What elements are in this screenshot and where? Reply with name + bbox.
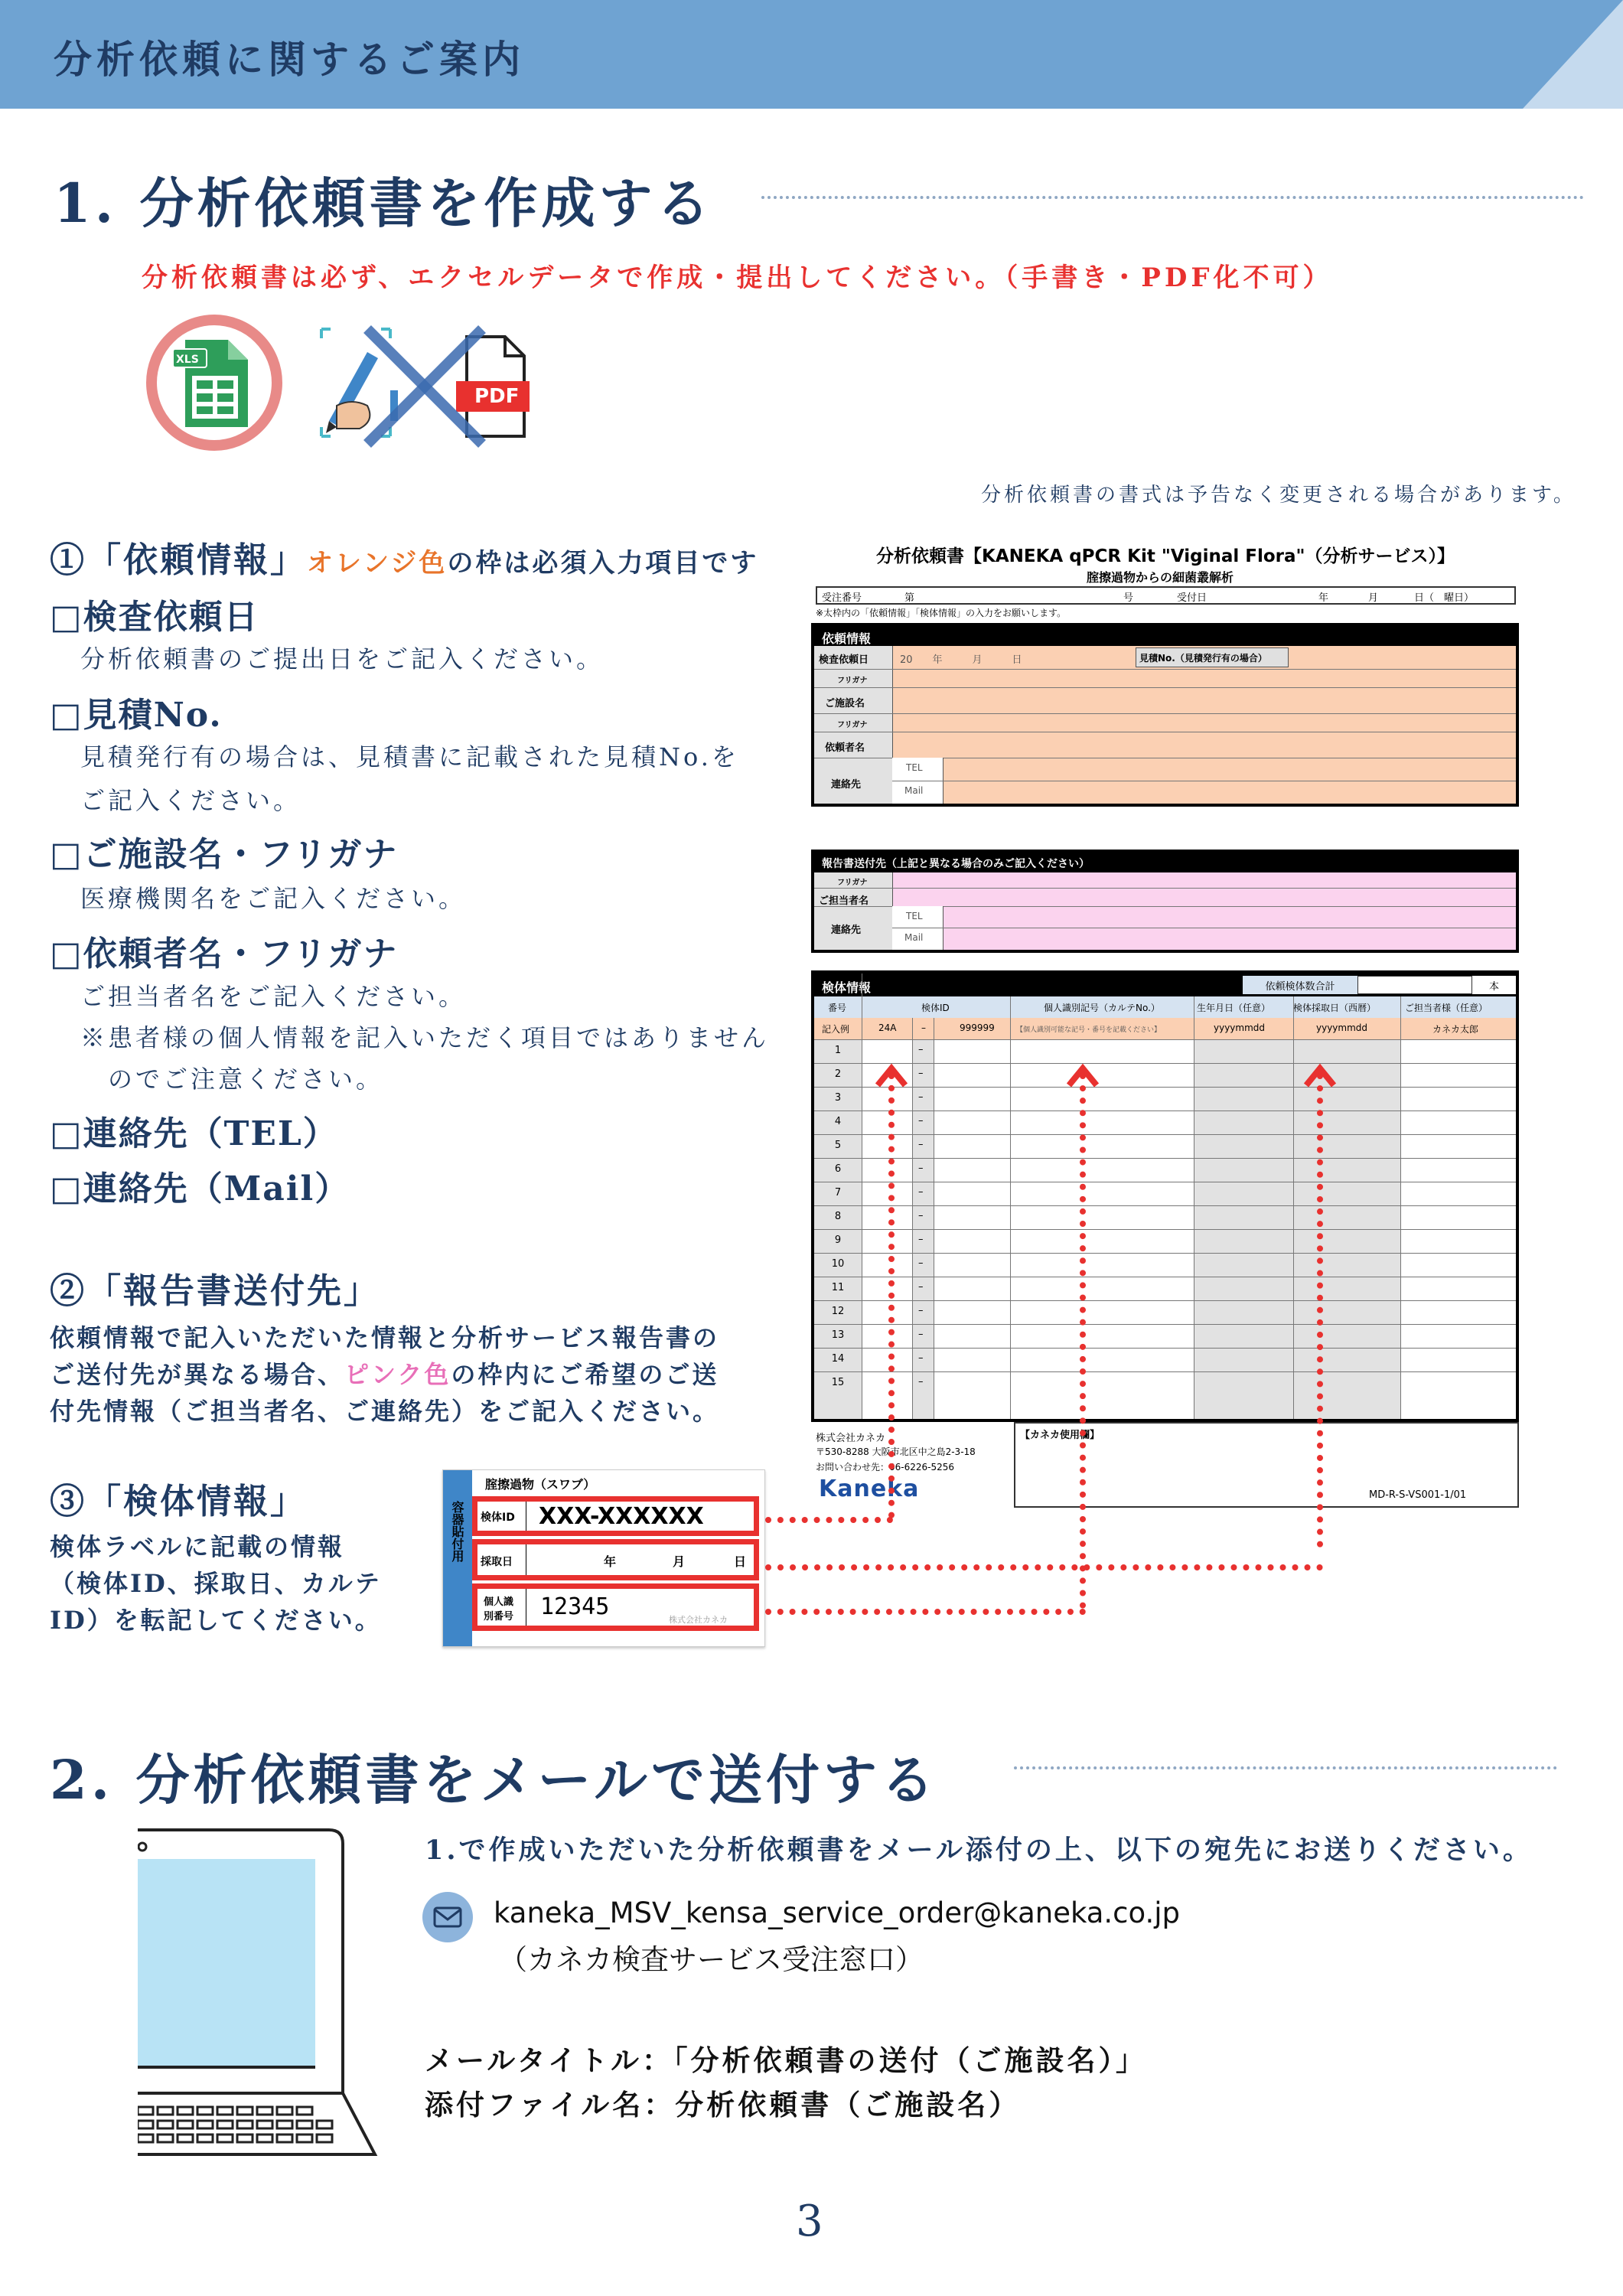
form-row-number: 10 bbox=[831, 1258, 845, 1270]
form-furigana-2: フリガナ bbox=[837, 721, 868, 729]
form-row-dash: – bbox=[918, 1281, 924, 1293]
form-row-number: 5 bbox=[834, 1140, 842, 1151]
label-side-text: 容器貼付用 bbox=[450, 1501, 464, 1562]
form-request-header: 依頼情報 bbox=[814, 626, 1516, 646]
xls-icon bbox=[145, 314, 283, 452]
form-specimen-row bbox=[814, 1134, 1516, 1135]
section2-title: 2. 分析依頼書をメールで送付する bbox=[50, 1748, 939, 1812]
mail-icon bbox=[422, 1892, 473, 1942]
item-request-date-desc: 分析依頼書のご提出日をご記入ください。 bbox=[80, 644, 605, 673]
form-example-label: 記入例 bbox=[822, 1024, 850, 1035]
report-dest-heading: ②「報告書送付先」 bbox=[50, 1270, 381, 1311]
attachment-instruction: 添付ファイル名：分析依頼書（ご施設名） bbox=[425, 2088, 1021, 2122]
page-number: 3 bbox=[796, 2197, 823, 2246]
form-col-no: 番号 bbox=[828, 1003, 847, 1013]
section1-title: 1. 分析依頼書を作成する bbox=[54, 171, 714, 235]
form-req-date-value: 20 年 月 日 bbox=[900, 654, 1022, 666]
form-row-number: 3 bbox=[834, 1092, 842, 1104]
item-estimate-no-desc-1: 見積発行有の場合は、見積書に記載された見積No.を bbox=[80, 742, 739, 771]
section1-divider bbox=[761, 196, 1584, 199]
form-row-number: 9 bbox=[834, 1234, 842, 1246]
report-dest-desc-1: 依頼情報で記入いただいた情報と分析サービス報告書の bbox=[50, 1323, 720, 1352]
specimen-desc-1: 検体ラベルに記載の情報 bbox=[50, 1532, 345, 1561]
form-report-tel: TEL bbox=[906, 911, 923, 921]
xls-icon-label: XLS bbox=[176, 354, 199, 366]
form-example-date: yyyymmdd bbox=[1316, 1022, 1368, 1033]
kaneka-logo: Kaneka bbox=[819, 1476, 920, 1502]
form-report-contact: 連絡先 bbox=[831, 925, 862, 936]
form-col-date: 検体採取日（西暦） bbox=[1293, 1003, 1377, 1013]
form-report-pink-area bbox=[892, 872, 1516, 950]
form-example-id2: 999999 bbox=[960, 1022, 995, 1033]
item-mail: □連絡先（Mail） bbox=[50, 1169, 350, 1208]
form-specimen-row bbox=[814, 1087, 1516, 1088]
label-personal-value: 12345 bbox=[540, 1593, 610, 1620]
format-change-note: 分析依頼書の書式は予告なく変更される場合があります。 bbox=[981, 484, 1576, 507]
form-spec-unit: 本 bbox=[1472, 976, 1516, 994]
item-request-date: □検査依頼日 bbox=[50, 598, 259, 637]
form-example-row bbox=[814, 1018, 1516, 1039]
form-row-number: 12 bbox=[831, 1306, 845, 1317]
arrow-id-horizontal bbox=[765, 1517, 893, 1523]
form-specimen-row bbox=[814, 1371, 1516, 1372]
form-contact-label: 連絡先 bbox=[831, 779, 862, 791]
form-specimen-table bbox=[811, 970, 1519, 1422]
report-dest-desc-3: 付先情報（ご担当者名、ご連絡先）をご記入ください。 bbox=[50, 1397, 720, 1426]
section2-divider bbox=[1014, 1766, 1557, 1769]
form-specimen-row bbox=[814, 1110, 1516, 1111]
form-facility-label: ご施設名 bbox=[825, 698, 865, 709]
form-row-dash: – bbox=[918, 1163, 924, 1174]
label-date-box bbox=[472, 1539, 759, 1580]
form-report-table bbox=[811, 850, 1519, 953]
item-requester-desc-1: ご担当者名をご記入ください。 bbox=[80, 982, 467, 1011]
item-facility: □ご施設名・フリガナ bbox=[50, 835, 399, 874]
form-estimate-label: 見積No.（見積発行有の場合） bbox=[1136, 647, 1289, 667]
form-row-dash: – bbox=[918, 1044, 924, 1055]
header-title: 分析依頼に関するご案内 bbox=[54, 37, 525, 82]
form-col-birth: 生年月日（任意） bbox=[1197, 1003, 1271, 1013]
pdf-icon-label: PDF bbox=[474, 385, 520, 408]
form-specimen-row bbox=[814, 1158, 1516, 1159]
form-row-number: 4 bbox=[834, 1116, 842, 1127]
form-mail-label: Mail bbox=[904, 785, 924, 796]
item-estimate-no: □見積No. bbox=[50, 696, 223, 735]
required-note: の枠は必須入力項目です bbox=[447, 548, 759, 579]
form-row-dash: – bbox=[918, 1376, 924, 1388]
item-facility-desc: 医療機関名をご記入ください。 bbox=[80, 884, 467, 913]
form-row-number: 1 bbox=[834, 1045, 842, 1056]
request-info-heading bbox=[50, 532, 758, 582]
form-report-furigana: フリガナ bbox=[837, 879, 868, 887]
form-row-number: 7 bbox=[834, 1187, 842, 1199]
specimen-heading: ③「検体情報」 bbox=[50, 1481, 308, 1521]
form-receipt-no: 受注番号 bbox=[822, 592, 862, 604]
form-specimen-row bbox=[814, 1039, 1516, 1040]
form-kaneka-use-box bbox=[1014, 1422, 1519, 1508]
form-row-number: 2 bbox=[834, 1068, 842, 1080]
item-estimate-no-desc-2: ご記入ください。 bbox=[80, 786, 301, 815]
header-corner-decoration bbox=[1523, 0, 1623, 109]
form-col-personal: 個人識別記号（カルテNo.） bbox=[1044, 1003, 1160, 1013]
request-form-sample bbox=[811, 536, 1523, 1515]
form-doc-code: MD-R-S-VS001-1/01 bbox=[1369, 1489, 1467, 1501]
form-row-dash: – bbox=[918, 1115, 924, 1127]
form-specimen-row bbox=[814, 1300, 1516, 1301]
form-hi: 日（ 曜日） bbox=[1414, 592, 1475, 604]
report-dest-desc-2 bbox=[50, 1355, 719, 1394]
form-row-dash: – bbox=[918, 1305, 924, 1316]
form-go: 号 bbox=[1123, 592, 1134, 604]
form-tel-label: TEL bbox=[906, 762, 923, 773]
label-personal-label: 個人識別番号 bbox=[477, 1589, 526, 1626]
form-col-id: 検体ID bbox=[921, 1003, 950, 1013]
label-year: 年 bbox=[604, 1554, 617, 1569]
form-row-dash: – bbox=[918, 1139, 924, 1150]
label-day: 日 bbox=[734, 1554, 747, 1569]
form-report-mail: Mail bbox=[904, 932, 924, 943]
form-row-number: 6 bbox=[834, 1163, 842, 1175]
form-col-person: ご担当者様（任意） bbox=[1405, 1003, 1488, 1013]
orange-highlight: オレンジ色 bbox=[307, 548, 448, 579]
label-date-label: 採取日 bbox=[477, 1544, 526, 1575]
form-report-header: 報告書送付先（上記と異なる場合のみご記入ください） bbox=[814, 853, 1516, 872]
label-month: 月 bbox=[673, 1554, 686, 1569]
arrow-personal-horizontal bbox=[765, 1609, 1086, 1615]
form-receipt-row bbox=[816, 586, 1516, 605]
form-row-dash: – bbox=[918, 1234, 924, 1245]
label-id-value: XXX-XXXXXX bbox=[539, 1503, 704, 1530]
form-note: ※太枠内の「依頼情報」「検体情報」の入力をお願いします。 bbox=[816, 608, 1067, 618]
form-row-number: 13 bbox=[831, 1329, 845, 1341]
form-spec-count-value bbox=[1357, 976, 1472, 994]
item-requester-desc-2: ※患者様の個人情報を記入いただく項目ではありません bbox=[80, 1023, 770, 1052]
handwriting-pdf-crossed-icon bbox=[314, 321, 543, 452]
email-address[interactable]: kaneka_MSV_kensa_service_order@kaneka.co.jp bbox=[494, 1896, 1181, 1929]
form-nen: 年 bbox=[1318, 592, 1329, 604]
pink-highlight: ピンク色 bbox=[344, 1360, 451, 1389]
form-title: 分析依頼書【KANEKA qPCR Kit "Viginal Flora"（分析サービス）】 bbox=[876, 546, 1455, 566]
arrow-id-vertical bbox=[888, 1073, 895, 1518]
form-row-dash: – bbox=[918, 1329, 924, 1340]
report-dest-desc-2c: の枠内にご希望のご送 bbox=[451, 1360, 719, 1389]
item-requester-desc-3: のでご注意ください。 bbox=[80, 1065, 384, 1094]
request-info-heading-text: ①「依頼情報」 bbox=[50, 540, 308, 580]
label-id-box bbox=[472, 1496, 759, 1536]
form-example-person: カネカ太郎 bbox=[1432, 1024, 1479, 1035]
form-footer-address: 〒530-8288 大阪市北区中之島2-3-18 bbox=[816, 1446, 976, 1457]
email-note: （カネカ検査サービス受注窓口） bbox=[499, 1943, 924, 1976]
arrow-date-horizontal bbox=[765, 1564, 1323, 1570]
form-specimen-row bbox=[814, 1205, 1516, 1206]
form-example-dash: – bbox=[921, 1022, 926, 1033]
form-specimen-row bbox=[814, 1324, 1516, 1325]
specimen-desc-3: ID）を転記してください。 bbox=[50, 1606, 382, 1635]
item-requester: □依頼者名・フリガナ bbox=[50, 934, 399, 974]
specimen-desc-2: （検体ID、採取日、カルテ bbox=[50, 1569, 382, 1598]
form-kaneka-box-label: 【カネカ使用欄】 bbox=[1020, 1430, 1100, 1441]
form-example-pid: 【個人識別可能な記号・番号を記載ください】 bbox=[1016, 1026, 1162, 1034]
form-received: 受付日 bbox=[1177, 592, 1207, 604]
label-title: 腟擦過物（スワブ） bbox=[485, 1477, 596, 1492]
form-row-dash: – bbox=[918, 1186, 924, 1198]
form-specimen-row bbox=[814, 1063, 1516, 1064]
form-subtitle: 腟擦過物からの細菌叢解析 bbox=[1087, 570, 1234, 585]
form-example-id1: 24A bbox=[878, 1022, 897, 1033]
form-specimen-row bbox=[814, 1253, 1516, 1254]
form-row-dash: – bbox=[918, 1091, 924, 1103]
form-row-dash: – bbox=[918, 1210, 924, 1221]
form-row-number: 15 bbox=[831, 1377, 845, 1388]
form-footer-contact: お問い合わせ先：06-6226-5256 bbox=[816, 1462, 955, 1473]
excel-notice: 分析依頼書は必ず、エクセルデータで作成・提出してください。（手書き・PDF化不可） bbox=[142, 263, 1333, 293]
form-row-dash: – bbox=[918, 1352, 924, 1364]
form-furigana-1: フリガナ bbox=[837, 677, 868, 685]
form-row-number: 8 bbox=[834, 1211, 842, 1222]
form-row-number: 11 bbox=[831, 1282, 845, 1293]
form-tsuki: 月 bbox=[1368, 592, 1379, 604]
form-dai: 第 bbox=[904, 592, 915, 604]
form-spec-count-label: 依頼検体数合計 bbox=[1243, 976, 1357, 994]
laptop-icon bbox=[138, 1825, 383, 2162]
form-example-birth: yyyymmdd bbox=[1214, 1022, 1266, 1033]
form-request-table bbox=[811, 623, 1519, 807]
form-report-person: ご担当者名 bbox=[819, 895, 869, 907]
form-specimen-row bbox=[814, 1348, 1516, 1349]
item-tel: □連絡先（TEL） bbox=[50, 1114, 338, 1153]
section2-intro: 1.で作成いただいた分析依頼書をメール添付の上、以下の宛先にお送りください。 bbox=[425, 1835, 1533, 1866]
form-specimen-row bbox=[814, 1229, 1516, 1230]
form-footer-company: 株式会社カネカ bbox=[816, 1433, 886, 1444]
form-row-dash: – bbox=[918, 1257, 924, 1269]
form-requester-label: 依頼者名 bbox=[825, 742, 865, 754]
report-dest-desc-2a: ご送付先が異なる場合、 bbox=[50, 1360, 345, 1389]
label-id-label: 検体ID bbox=[477, 1502, 526, 1531]
form-req-date-label: 検査依頼日 bbox=[819, 654, 869, 666]
form-spec-header: 検体情報 bbox=[814, 974, 1516, 996]
form-row-dash: – bbox=[918, 1068, 924, 1079]
form-row-number: 14 bbox=[831, 1353, 845, 1365]
specimen-label-sample bbox=[442, 1469, 765, 1647]
arrow-date-vertical bbox=[1317, 1073, 1323, 1548]
label-company: 株式会社カネカ bbox=[669, 1615, 728, 1625]
arrow-personal-vertical bbox=[1080, 1073, 1086, 1609]
label-personal-box bbox=[472, 1583, 759, 1631]
mail-title-instruction: メールタイトル：「分析依頼書の送付（ご施設名）」 bbox=[425, 2043, 1148, 2077]
